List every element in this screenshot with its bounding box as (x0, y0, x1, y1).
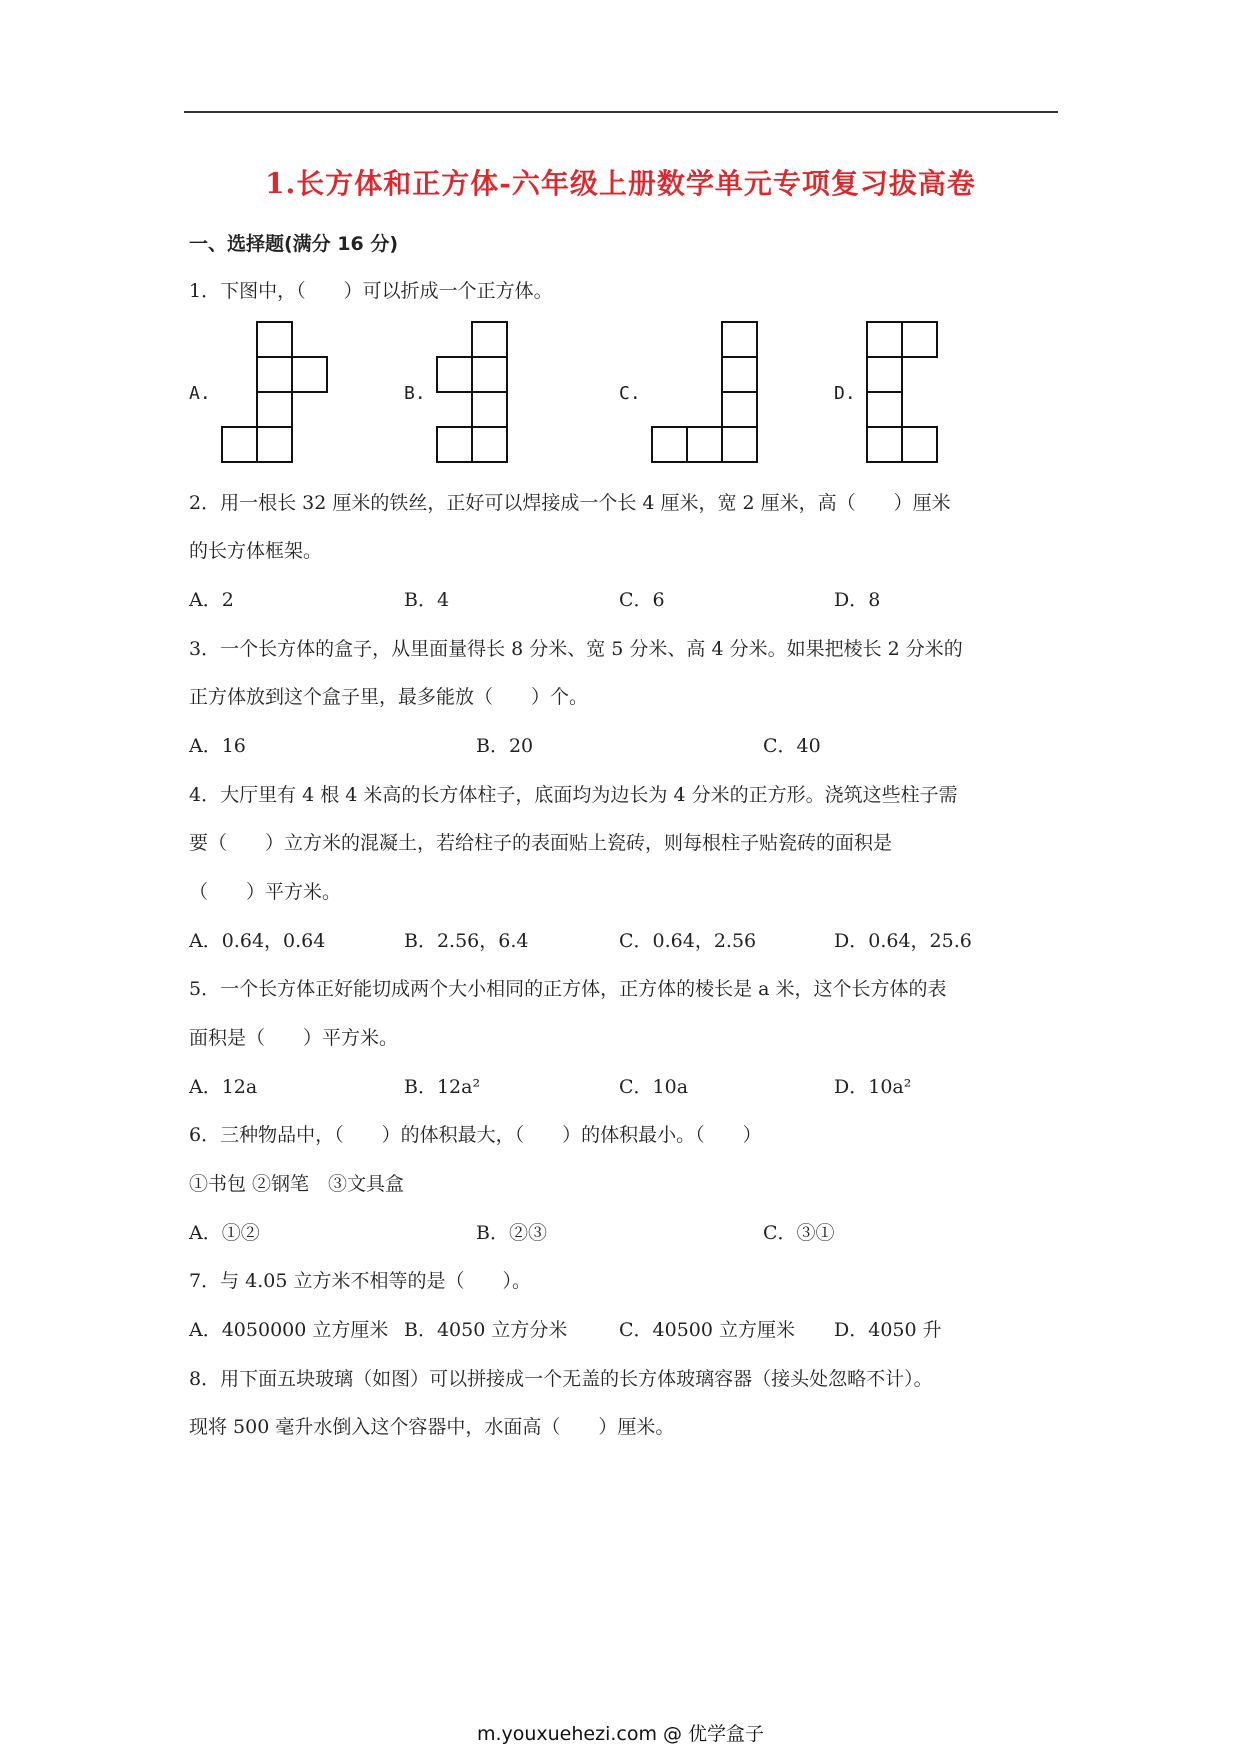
q2-option-a: A．2 (189, 589, 234, 611)
q4-line2: 要（ ）立方米的混凝土，若给柱子的表面贴上瓷砖，则每根柱子贴瓷砖的面积是 (189, 832, 893, 854)
q3-line2: 正方体放到这个盒子里，最多能放（ ）个。 (189, 686, 589, 708)
q7-option-b: B．4050 立方分米 (404, 1319, 568, 1341)
q4-option-c: C．0.64，2.56 (619, 930, 757, 952)
q4-option-d: D．0.64，25.6 (834, 930, 972, 952)
q1-label-c: C. (619, 383, 641, 404)
q5-option-b: B．12a² (404, 1076, 481, 1098)
q5-option-a: A．12a (189, 1076, 258, 1098)
q6-option-b: B．②③ (476, 1222, 547, 1244)
footer-watermark: m.youxuehezi.com @ 优学盒子 (476, 1723, 765, 1745)
q4-line3: （ ）平方米。 (189, 881, 342, 903)
q7-option-d: D．4050 升 (834, 1319, 942, 1341)
q1-label-b: B. (404, 383, 426, 404)
q3-line1: 3．一个长方体的盒子，从里面量得长 8 分米、宽 5 分米、高 4 分米。如果把棱长 2 分米的 (189, 638, 963, 660)
q4-option-a: A．0.64，0.64 (189, 930, 326, 952)
q2-option-c: C．6 (619, 589, 665, 611)
q5-option-d: D．10a² (834, 1076, 912, 1098)
q1-label-a: A. (189, 383, 211, 404)
q6-option-c: C．③① (763, 1222, 835, 1244)
page-title: 1.长方体和正方体-六年级上册数学单元专项复习拔高卷 (265, 167, 976, 200)
q3-option-a: A．16 (189, 735, 246, 757)
q8-line1: 8．用下面五块玻璃（如图）可以拼接成一个无盖的长方体玻璃容器（接头处忽略不计）。 (189, 1368, 933, 1390)
q1-net-b (435, 321, 515, 464)
q2-option-b: B．4 (404, 589, 450, 611)
q1-net-c (650, 321, 765, 464)
q7-option-c: C．40500 立方厘米 (619, 1319, 796, 1341)
q5-option-c: C．10a (619, 1076, 689, 1098)
q5-line1: 5．一个长方体正好能切成两个大小相同的正方体，正方体的棱长是 a 米，这个长方体的表 (189, 978, 947, 1000)
q6-option-a: A．①② (189, 1222, 260, 1244)
q6-line2: ①书包 ②钢笔 ③文具盒 (189, 1173, 405, 1195)
section-heading: 一、选择题(满分 16 分) (189, 233, 399, 255)
q1-text: 1．下图中，（ ）可以折成一个正方体。 (189, 280, 553, 302)
q1-label-d: D. (834, 383, 856, 404)
q2-option-d: D．8 (834, 589, 881, 611)
q1-net-a (220, 321, 330, 464)
q7-text: 7．与 4.05 立方米不相等的是（ ）。 (189, 1270, 531, 1292)
q4-line1: 4．大厅里有 4 根 4 米高的长方体柱子，底面均为边长为 4 分米的正方形。浇筑这些柱子需 (189, 784, 958, 806)
q3-option-b: B．20 (476, 735, 534, 757)
q2-line1: 2．用一根长 32 厘米的铁丝，正好可以焊接成一个长 4 厘米，宽 2 厘米，高（ ）厘米 (189, 492, 951, 514)
top-rule (184, 111, 1058, 113)
q5-line2: 面积是（ ）平方米。 (189, 1027, 399, 1049)
q1-net-d (865, 321, 945, 464)
q3-option-c: C．40 (763, 735, 821, 757)
q7-option-a: A．4050000 立方厘米 (189, 1319, 389, 1341)
q4-option-b: B．2.56，6.4 (404, 930, 529, 952)
q2-line2: 的长方体框架。 (189, 540, 323, 562)
q6-line1: 6．三种物品中，（ ）的体积最大，（ ）的体积最小。（ ） (189, 1124, 762, 1146)
q8-line2: 现将 500 毫升水倒入这个容器中，水面高（ ）厘米。 (189, 1416, 675, 1438)
